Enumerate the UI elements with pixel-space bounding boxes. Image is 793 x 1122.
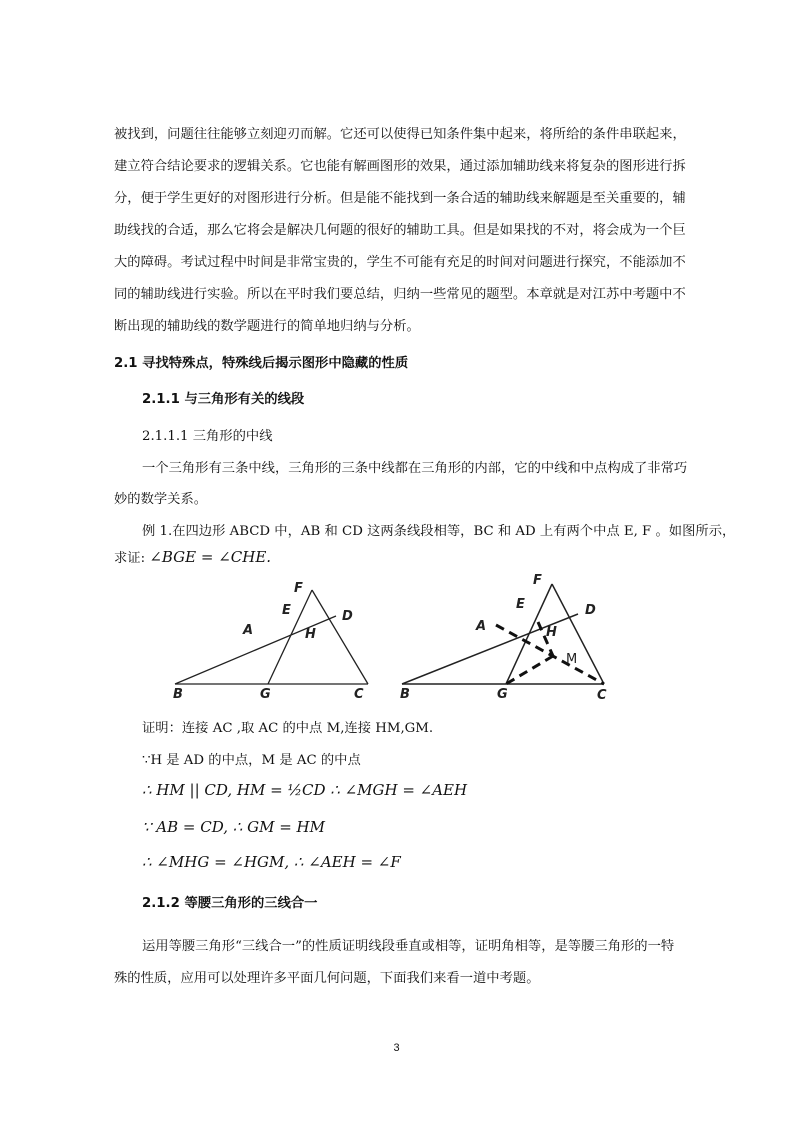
- label-F: F: [533, 573, 542, 588]
- label-E: E: [516, 597, 525, 612]
- section-heading-2-1-1-1: 2.1.1.1 三角形的中线: [142, 429, 273, 444]
- figure-right: [402, 584, 604, 684]
- label-D: D: [342, 609, 353, 624]
- math-line: ∴ HM || CD, HM = ½CD ∴ ∠MGH = ∠AEH: [142, 781, 468, 799]
- section-heading-2-1-1: 2.1.1 与三角形有关的线段: [142, 392, 305, 407]
- label-E: E: [282, 603, 291, 618]
- intro-line: 分，便于学生更好的对图形进行分析。但是能不能找到一条合适的辅助线来解题是至关重要的，辅: [114, 191, 686, 206]
- label-B: B: [173, 687, 183, 702]
- proof-line: ∵H 是 AD 的中点，M 是 AC 的中点: [142, 753, 361, 768]
- math-line: ∵ AB = CD, ∴ GM = HM: [142, 818, 325, 836]
- intro-line: 助线找的合适，那么它将会是解决几何题的很好的辅助工具。但是如果找的不对，将会成为一个巨: [114, 223, 686, 238]
- geometry-figures: [0, 570, 793, 710]
- intro-line: 断出现的辅助线的数学题进行的简单地归纳与分析。: [114, 319, 420, 334]
- proof-line: 证明：连接 AC ,取 AC 的中点 M,连接 HM,GM.: [142, 721, 434, 736]
- section-heading-2-1: 2.1 寻找特殊点，特殊线后揭示图形中隐藏的性质: [114, 356, 409, 371]
- example-prove: [114, 547, 271, 566]
- label-D: D: [585, 603, 596, 618]
- figure-left: [175, 590, 368, 684]
- label-H: H: [305, 627, 316, 642]
- label-H: H: [546, 625, 557, 640]
- median-line: 妙的数学关系。: [114, 492, 208, 507]
- math-line: ∴ ∠MHG = ∠HGM, ∴ ∠AEH = ∠F: [142, 853, 401, 871]
- isosceles-line: 运用等腰三角形“三线合一”的性质证明线段垂直或相等，证明角相等，是等腰三角形的一特: [142, 939, 675, 954]
- intro-line: 大的障碍。考试过程中时间是非常宝贵的，学生不可能有充足的时间对问题进行探究，不能添加不: [114, 255, 686, 270]
- label-G: G: [497, 687, 508, 702]
- intro-line: 被找到，问题往往能够立刻迎刃而解。它还可以使得已知条件集中起来，将所给的条件串联起来，: [114, 127, 686, 142]
- isosceles-line: 殊的性质，应用可以处理许多平面几何问题，下面我们来看一道中考题。: [114, 971, 540, 986]
- label-B: B: [400, 687, 410, 702]
- intro-line: 同的辅助线进行实验。所以在平时我们要总结，归纳一些常见的题型。本章就是对江苏中考题中不: [114, 287, 686, 302]
- section-heading-2-1-2: 2.1.2 等腰三角形的三线合一: [142, 896, 318, 911]
- label-M: M: [566, 652, 578, 667]
- prove-math: ∠BGE = ∠CHE.: [149, 548, 272, 566]
- label-C: C: [354, 687, 364, 702]
- page-number: 3: [393, 1042, 400, 1054]
- label-C: C: [597, 688, 607, 703]
- label-A: A: [243, 623, 254, 638]
- label-F: F: [294, 581, 303, 596]
- median-line: 一个三角形有三条中线，三角形的三条中线都在三角形的内部，它的中线和中点构成了非常巧: [142, 461, 688, 476]
- label-A: A: [476, 619, 487, 634]
- example-statement: 例 1.在四边形 ABCD 中，AB 和 CD 这两条线段相等，BC 和 AD 上有两个中点 E, F 。如图所示，: [142, 524, 736, 539]
- prove-prefix: 求证:: [114, 551, 150, 566]
- label-G: G: [260, 687, 271, 702]
- intro-line: 建立符合结论要求的逻辑关系。它也能有解画图形的效果，通过添加辅助线来将复杂的图形进行拆: [114, 159, 686, 174]
